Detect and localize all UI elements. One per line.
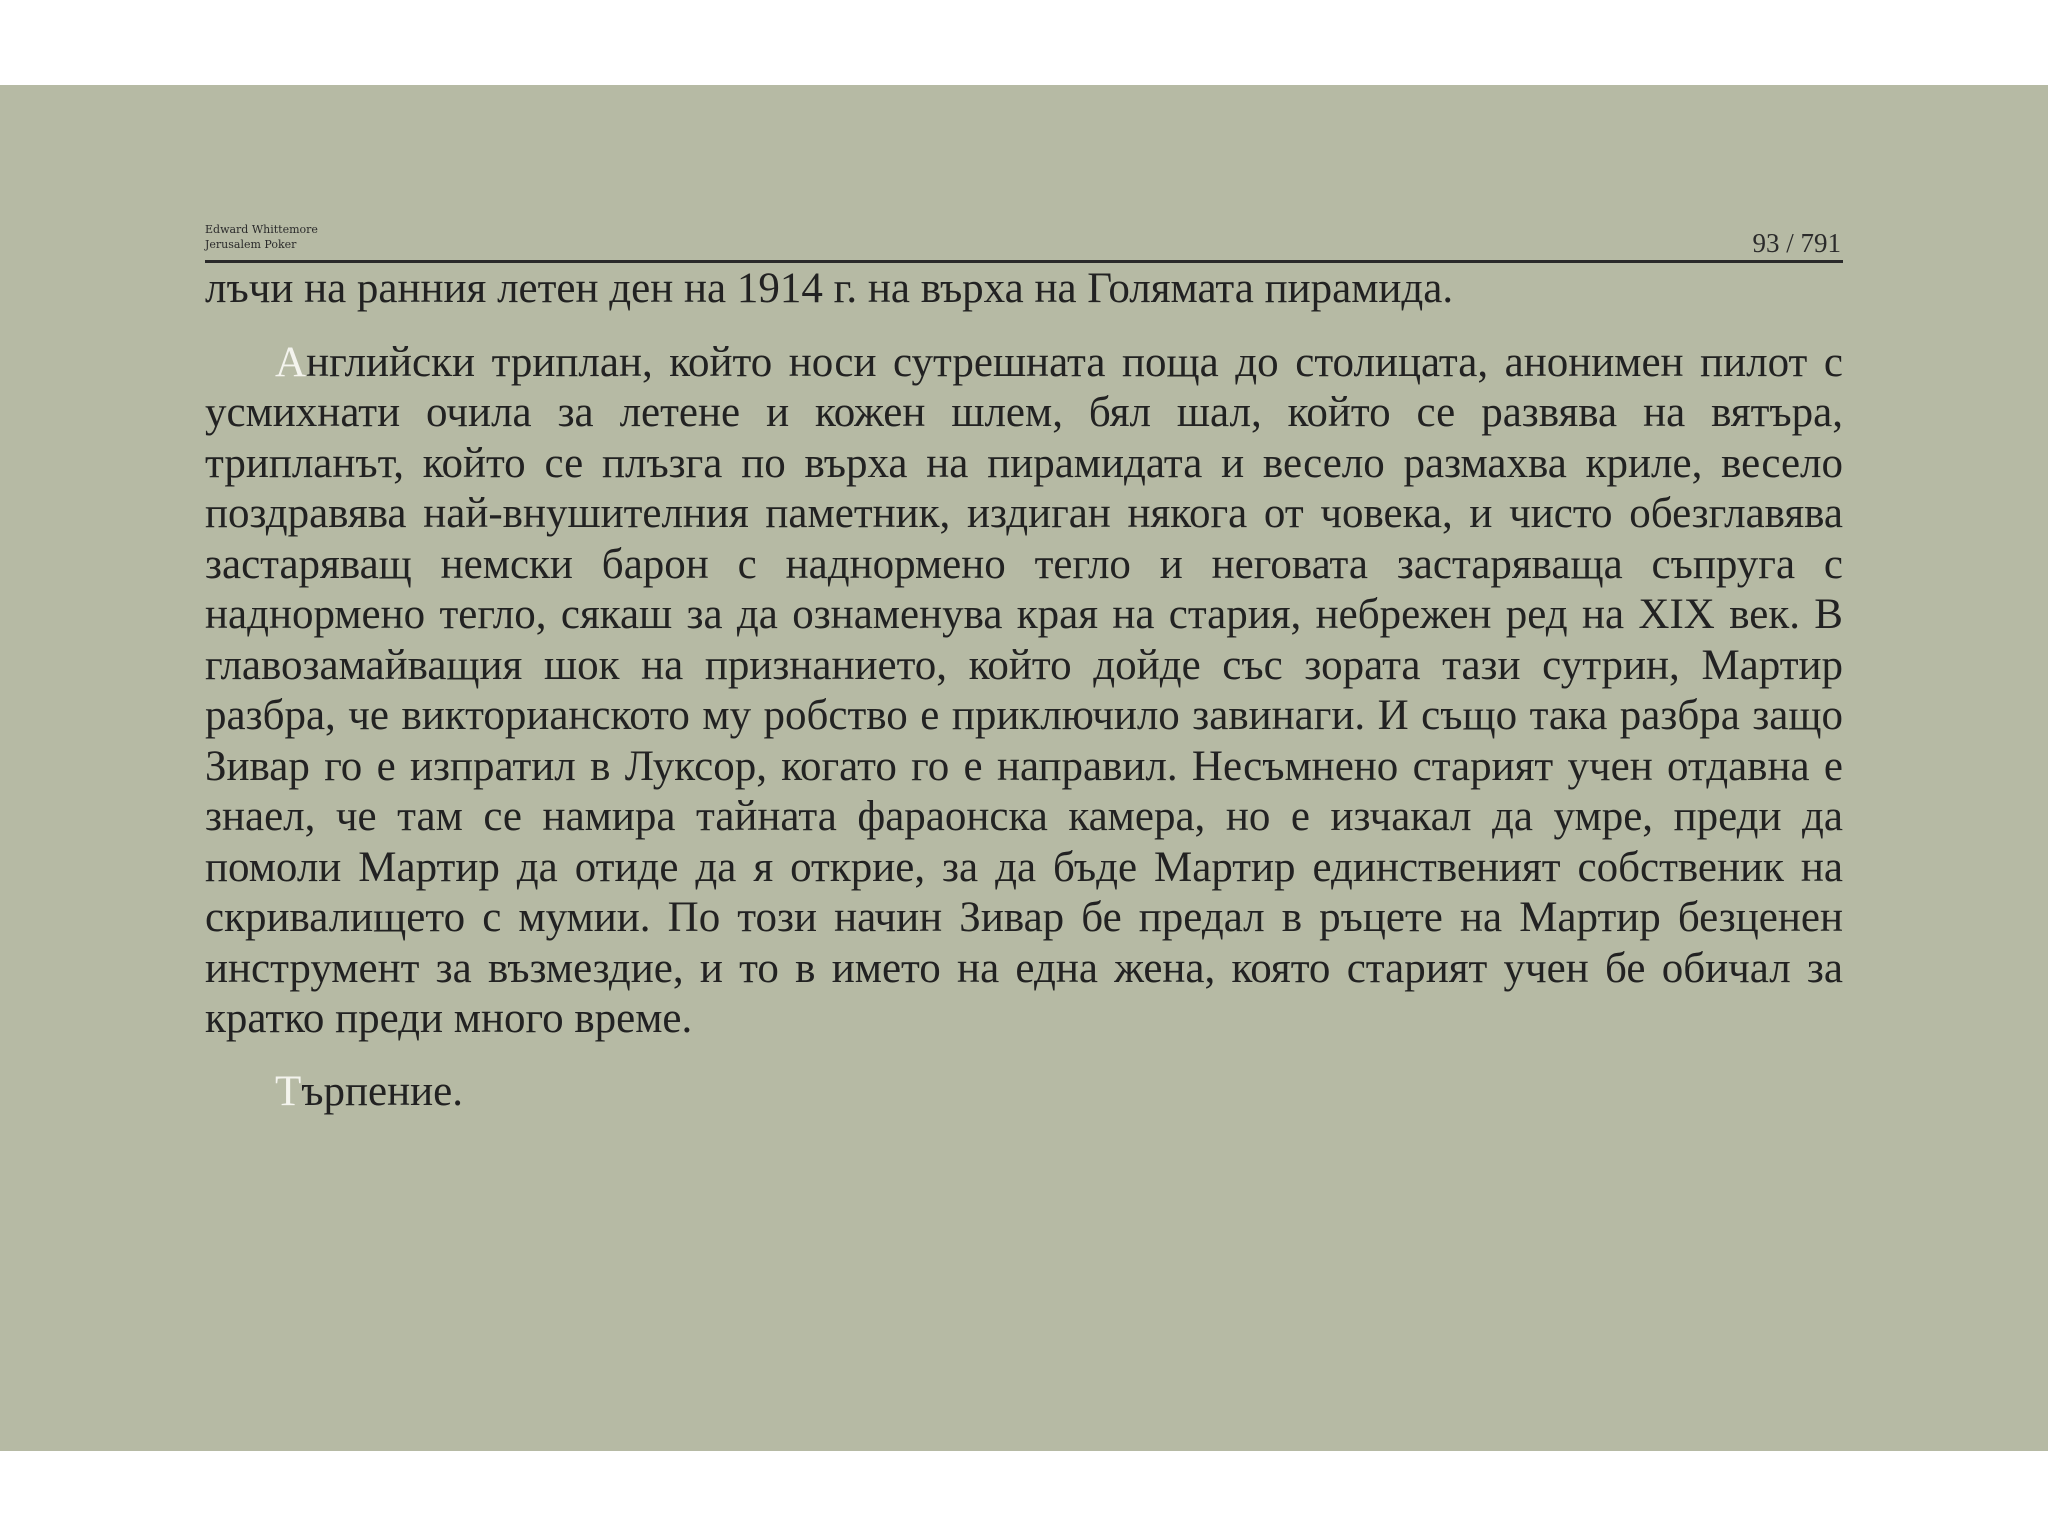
- drop-initial: Т: [275, 1067, 302, 1115]
- continuation-paragraph: лъчи на ранния летен ден на 1914 г. на върха на Голямата пирамида.: [205, 265, 1454, 312]
- page-body: [205, 264, 1843, 1117]
- main-paragraph: [205, 338, 1843, 1045]
- drop-initial: А: [275, 338, 307, 386]
- paragraph-text: ърпение.: [301, 1067, 463, 1115]
- header-rule: [205, 260, 1843, 263]
- running-header: [205, 222, 1843, 262]
- header-author: Edward Whittemore: [205, 223, 318, 236]
- paragraph-text: нглийски триплан, който носи сутрешната поща до столицата, анонимен пилот с усмихнати очила за летене и кожен шлем, бял шал, който се развява на вятъра, трипланът, който се плъзга по върха на пирамидата и весело размахва криле, весело поздравява най-внушителния паметник, издиган някога от човека, и чисто обезглавява застаряващ немски барон с наднормено тегло и неговата застаряваща съпруга с наднормено тегло, сякаш за да ознаменува края на стария, небрежен ред на XIX век. В главозамайващия шок на признанието, който дойде със зората тази сутрин, Мартир разбра, че викторианското му робство е приключило завинаги. И също така разбра защо Зивар го е изпратил в Луксор, когато го е направил. Несъмнено старият учен отдавна е знаел, че там се намира тайната фараонска камера, но е изчакал да умре, преди да помоли Мартир да отиде да я открие, за да бъде Мартир единственият собственик на скривалището с мумии. По този начин Зивар бе предал в ръцете на Мартир безценен инструмент за възмездие, и то в името на една жена, която старият учен бе обичал за кратко преди много време.: [205, 338, 1843, 1042]
- header-book-title: Jerusalem Poker: [205, 238, 297, 251]
- page-number: 93 / 791: [1752, 228, 1841, 258]
- header-book-info: [205, 222, 318, 252]
- last-paragraph: [205, 1067, 1843, 1118]
